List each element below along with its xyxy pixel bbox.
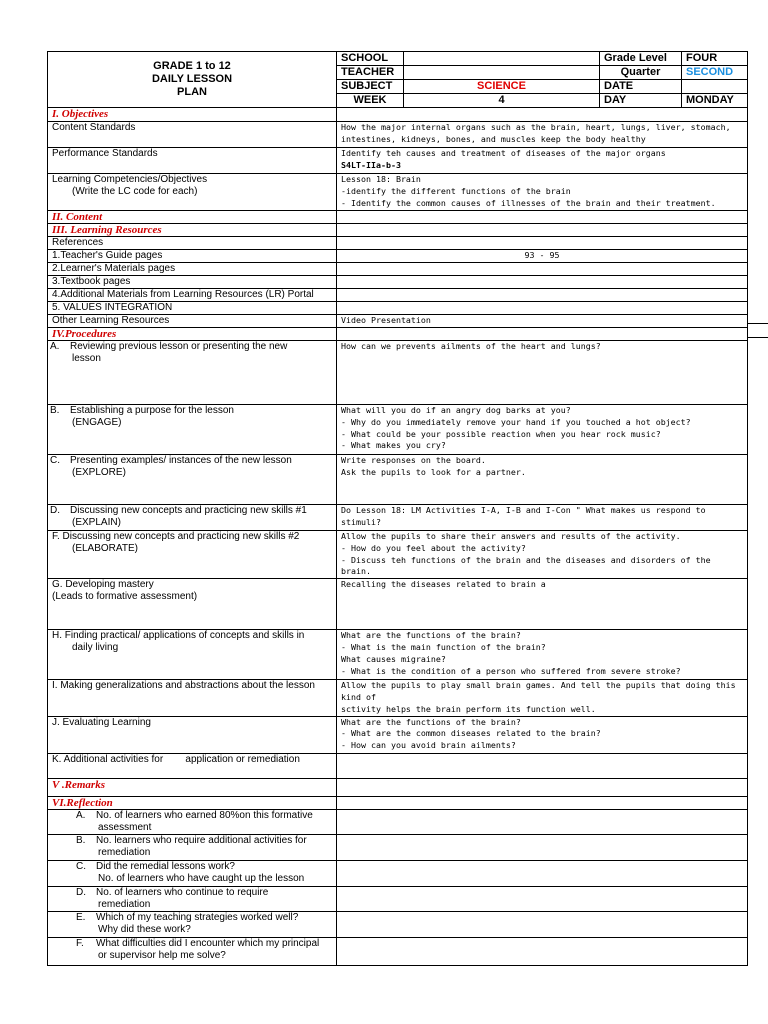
- procedure-i-value[interactable]: [337, 680, 748, 716]
- procedure-j-text: - How can you avoid brain ailments?: [341, 740, 516, 751]
- procedure-h-text: What are the functions of the brain?: [341, 630, 521, 641]
- procedure-d-line-1: Discussing new concepts and practicing new skills #1: [70, 505, 307, 516]
- remarks-field[interactable]: [337, 778, 748, 796]
- reflection-item-a: [48, 809, 337, 834]
- procedure-j-label: J. Evaluating Learning: [48, 716, 337, 753]
- procedure-j-value[interactable]: [337, 716, 748, 753]
- teacher-field[interactable]: [404, 66, 600, 80]
- grade-level-label: Grade Level: [600, 52, 682, 66]
- procedure-b-value[interactable]: [337, 405, 748, 455]
- date-label: DATE: [600, 80, 682, 94]
- reflection-field-e[interactable]: [337, 911, 748, 937]
- body-table: [47, 107, 748, 966]
- margin-rule: [747, 323, 768, 324]
- procedure-b-text: - What makes you cry?: [341, 440, 446, 451]
- procedure-j-text: - What are the common diseases related to the brain?: [341, 728, 601, 739]
- procedure-a-line-1: Reviewing previous lesson or presenting the new: [70, 341, 288, 352]
- lr-portal-label: 4.Additional Materials from Learning Resources (LR) Portal: [48, 289, 337, 302]
- reflection-line-1: What difficulties did I encounter which my principal: [96, 937, 320, 949]
- reflection-line-1: No. of learners who earned 80%on this formative: [96, 809, 313, 821]
- procedures-heading: IV.Procedures: [48, 328, 337, 341]
- procedure-g-value[interactable]: Recalling the diseases related to brain a: [337, 579, 748, 630]
- procedure-c-line-2: (EXPLORE): [72, 467, 126, 478]
- procedure-letter: A.: [50, 341, 60, 352]
- reflection-item-f: [48, 937, 337, 965]
- reflection-field-c[interactable]: [337, 860, 748, 886]
- references-field[interactable]: [337, 237, 748, 250]
- reflection-letter: F.: [76, 937, 84, 949]
- reflection-field-f[interactable]: [337, 937, 748, 965]
- teacher-label: TEACHER: [337, 66, 404, 80]
- procedure-j-text: What are the functions of the brain?: [341, 716, 521, 727]
- reflection-item-b: [48, 834, 337, 860]
- procedure-f-label: [48, 531, 337, 579]
- other-resources-label: Other Learning Resources: [48, 315, 337, 328]
- quarter-label: Quarter: [600, 66, 682, 80]
- procedure-a-line-2: lesson: [72, 353, 101, 364]
- title-line-3: PLAN: [177, 86, 207, 98]
- school-label: SCHOOL: [337, 52, 404, 66]
- reflection-line-2: Why did these work?: [98, 923, 191, 935]
- textbook-field[interactable]: [337, 276, 748, 289]
- remarks-heading: V .Remarks: [48, 778, 337, 796]
- subject-field[interactable]: SCIENCE: [404, 80, 600, 94]
- procedure-d-value[interactable]: Do Lesson 18: LM Activities I-A, I-B and I-Con " What makes us respond to stimuli?: [337, 505, 748, 531]
- competencies-label: [48, 174, 337, 211]
- learners-materials-field[interactable]: [337, 263, 748, 276]
- reflection-line-2: assessment: [98, 821, 152, 833]
- reflection-letter: C.: [76, 860, 86, 872]
- objectives-heading: I. Objectives: [48, 108, 337, 122]
- performance-standards-label: Performance Standards: [48, 148, 337, 174]
- procedure-k-label: K. Additional activities for application or remediation: [48, 753, 337, 778]
- content-standards-value[interactable]: How the major internal organs such as the brain, heart, lungs, liver, stomach, intestines, kidneys, bones, and muscles keep the body healthy: [337, 122, 748, 148]
- lesson-plan-sheet: [47, 51, 747, 966]
- competencies-label-1: Learning Competencies/Objectives: [52, 174, 208, 185]
- lr-portal-field[interactable]: [337, 289, 748, 302]
- procedure-h-text: - What is the main function of the brain?: [341, 641, 546, 652]
- grade-level-field[interactable]: FOUR: [682, 52, 748, 66]
- subject-label: SUBJECT: [337, 80, 404, 94]
- header-table: [47, 51, 748, 108]
- procedure-h-text: - What is the condition of a person who suffered from severe stroke?: [341, 665, 681, 676]
- title-line-2: DAILY LESSON: [151, 73, 233, 85]
- date-field[interactable]: [682, 80, 748, 94]
- reflection-line-2: remediation: [98, 898, 151, 910]
- reflection-letter: E.: [76, 911, 86, 923]
- procedure-c-value[interactable]: [337, 455, 748, 505]
- reflection-letter: D.: [76, 886, 86, 898]
- reflection-letter: B.: [76, 834, 86, 846]
- procedure-h-label: [48, 630, 337, 680]
- performance-standards-value[interactable]: [337, 148, 748, 174]
- learning-resources-heading: III. Learning Resources: [48, 224, 337, 237]
- week-label: WEEK: [337, 94, 404, 108]
- procedure-i-text: Allow the pupils to play small brain games. And tell the pupils that doing this kind of: [341, 680, 736, 702]
- procedure-k-field[interactable]: [337, 753, 748, 778]
- procedure-b-line-2: (ENGAGE): [72, 417, 122, 428]
- values-integration-field[interactable]: [337, 302, 748, 315]
- procedure-d-line-2: (EXPLAIN): [72, 517, 121, 528]
- procedure-f-text: Allow the pupils to share their answers and results of the activity.: [341, 531, 681, 541]
- procedure-a-value[interactable]: How can we prevents ailments of the heart and lungs?: [337, 341, 748, 405]
- procedure-c-text: Ask the pupils to look for a partner.: [341, 466, 526, 477]
- reflection-line-2: remediation: [98, 846, 151, 858]
- competency-line: Lesson 18: Brain: [341, 174, 421, 184]
- competency-line: -identify the different functions of the brain: [341, 185, 571, 196]
- procedure-g-line-1: G. Developing mastery: [52, 579, 154, 591]
- reflection-item-e: [48, 911, 337, 937]
- title-line-1: GRADE 1 to 12: [153, 60, 231, 72]
- procedure-b-text: - What could be your possible reaction when you hear rock music?: [341, 428, 661, 439]
- plan-title: [48, 52, 337, 108]
- performance-line-1: Identify teh causes and treatment of diseases of the major organs: [341, 148, 666, 158]
- competency-line: - Identify the common causes of illnesses of the brain and their treatment.: [341, 197, 716, 208]
- procedure-a-label: [48, 341, 337, 405]
- procedure-b-text: What will you do if an angry dog barks at you?: [341, 405, 571, 415]
- lc-code: S4LT-IIa-b-3: [341, 159, 401, 170]
- week-field[interactable]: 4: [404, 94, 600, 108]
- reflection-field-a[interactable]: [337, 809, 748, 834]
- procedure-f-text: - Discuss teh functions of the brain and the diseases and disorders of the brain.: [341, 554, 711, 577]
- reflection-line-2: or supervisor help me solve?: [98, 949, 226, 961]
- procedure-b-text: - Why do you immediately remove your hand if you touched a hot object?: [341, 416, 691, 427]
- textbook-label: 3.Textbook pages: [48, 276, 337, 289]
- procedure-f-line-2: (ELABORATE): [72, 543, 138, 554]
- procedure-c-text: Write responses on the board.: [341, 455, 486, 465]
- procedure-c-line-1: Presenting examples/ instances of the new lesson: [70, 455, 292, 466]
- procedure-g-line-2: (Leads to formative assessment): [52, 591, 198, 603]
- procedure-f-text: - How do you feel about the activity?: [341, 542, 526, 553]
- reflection-letter: A.: [76, 809, 86, 821]
- procedure-f-value[interactable]: [337, 531, 748, 579]
- procedure-g-label: [48, 579, 337, 630]
- margin-rule: [747, 337, 768, 338]
- procedure-h-line-2: daily living: [72, 642, 119, 654]
- competencies-value[interactable]: [337, 174, 748, 211]
- reflection-item-c: [48, 860, 337, 886]
- procedure-c-label: [48, 455, 337, 505]
- reflection-heading: VI.Reflection: [48, 796, 337, 809]
- procedure-letter: B.: [50, 405, 60, 416]
- day-field[interactable]: MONDAY: [682, 94, 748, 108]
- procedure-b-label: [48, 405, 337, 455]
- reflection-line-1: Did the remedial lessons work?: [96, 860, 235, 872]
- procedure-b-line-1: Establishing a purpose for the lesson: [70, 405, 234, 416]
- procedure-i-label: I. Making generalizations and abstractions about the lesson: [48, 680, 337, 716]
- reflection-field-b[interactable]: [337, 834, 748, 860]
- other-resources-value[interactable]: Video Presentation: [337, 315, 748, 328]
- teachers-guide-label: 1.Teacher's Guide pages: [48, 250, 337, 263]
- competencies-label-2: (Write the LC code for each): [72, 186, 198, 197]
- procedure-letter: C.: [50, 455, 60, 466]
- reflection-line-1: No. of learners who continue to require: [96, 886, 269, 898]
- school-field[interactable]: [404, 52, 600, 66]
- reflection-line-2: No. of learners who have caught up the lesson: [98, 872, 305, 884]
- values-integration-label: 5. VALUES INTEGRATION: [48, 302, 337, 315]
- learners-materials-label: 2.Learner's Materials pages: [48, 263, 337, 276]
- references-label: References: [48, 237, 337, 250]
- procedure-h-value[interactable]: [337, 630, 748, 680]
- reflection-item-d: [48, 886, 337, 911]
- procedure-d-label: [48, 505, 337, 531]
- content-heading: II. Content: [48, 211, 337, 224]
- procedure-h-line-1: H. Finding practical/ applications of concepts and skills in: [52, 630, 305, 642]
- content-standards-label: Content Standards: [48, 122, 337, 148]
- reflection-line-1: No. learners who require additional activities for: [96, 834, 307, 846]
- content-field[interactable]: [337, 211, 748, 224]
- reflection-line-1: Which of my teaching strategies worked well?: [96, 911, 299, 923]
- procedure-i-text: sctivity helps the brain perform its function well.: [341, 703, 596, 714]
- quarter-field[interactable]: SECOND: [682, 66, 748, 80]
- procedure-letter: D.: [50, 505, 60, 516]
- procedure-h-text: What causes migraine?: [341, 653, 446, 664]
- procedure-f-line-1: F. Discussing new concepts and practicing new skills #2: [52, 531, 300, 542]
- day-label: DAY: [600, 94, 682, 108]
- reflection-field-d[interactable]: [337, 886, 748, 911]
- teachers-guide-value[interactable]: 93 - 95: [337, 250, 748, 263]
